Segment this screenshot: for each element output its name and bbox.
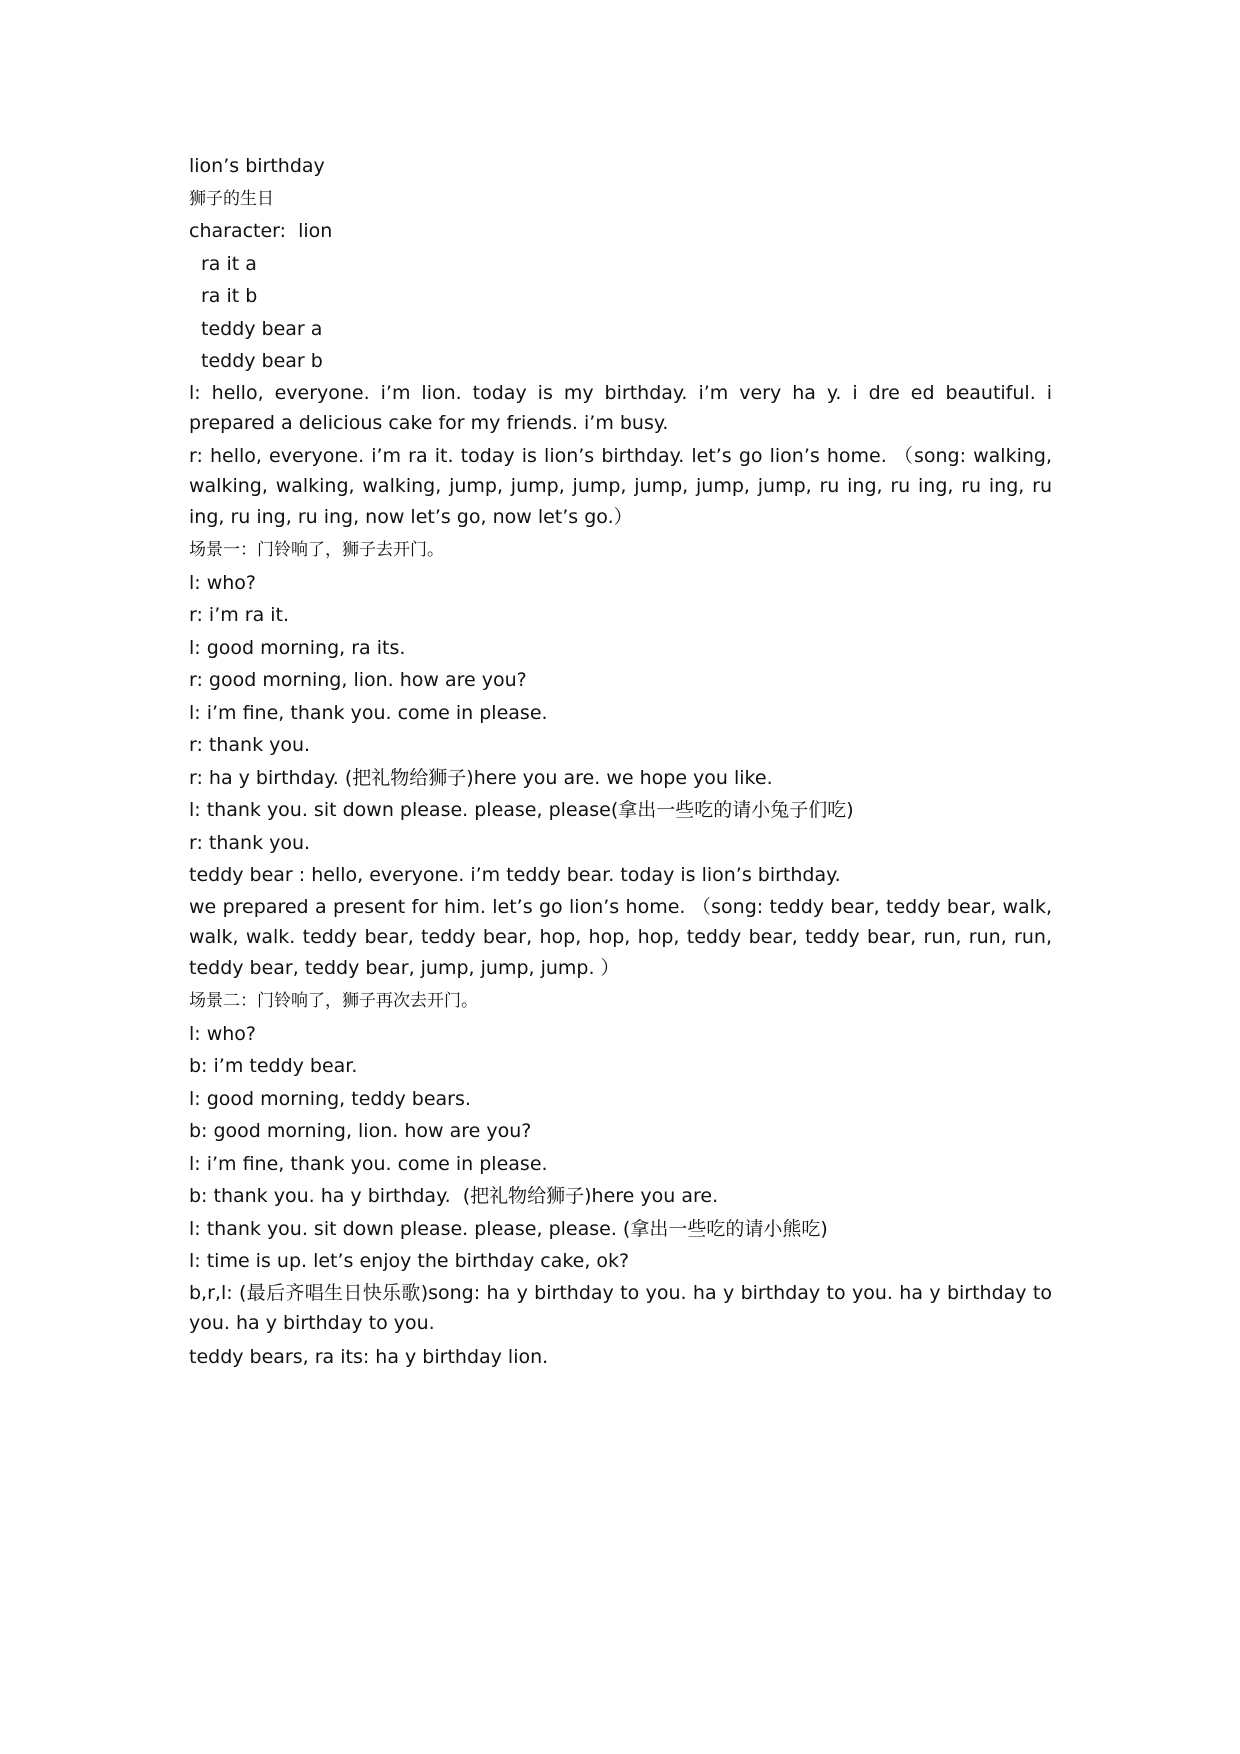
scene-heading: 场景二：门铃响了，狮子再次去开门。 [189,991,478,1011]
dialogue-line: r: i’m ra it. [189,604,290,626]
dialogue-line: l: time is up. let’s enjoy the birthday cake, ok? [189,1250,630,1272]
dialogue-line: b: good morning, lion. how are you? [189,1120,532,1142]
dialogue-line: b: thank you. ha y birthday. (把礼物给狮子)here you are. [189,1185,719,1207]
dialogue-line: teddy bears, ra its: ha y birthday lion. [189,1345,549,1368]
character-item: teddy bear a [201,317,323,340]
dialogue-line: l: good morning, ra its. [189,636,406,659]
character-item: ra it b [201,285,258,307]
dialogue-paragraph: b,r,l: (最后齐唱生日快乐歌)song: ha y birthday to you. ha y birthday to you. ha y birthday to you. ha y birthday to you. [189,1281,1052,1334]
character-item: ra it a [201,252,257,275]
dialogue-paragraph: l: hello, everyone. i’m lion. today is my birthday. i’m very ha y. i dre ed beautiful. i prepared a delicious cake for my friends. i’m busy. [189,381,1052,434]
dialogue-line: l: who? [189,1022,257,1045]
dialogue-paragraph: r: hello, everyone. i’m ra it. today is lion’s birthday. let’s go lion’s home. （song: walking, walking, walking, walking, jump, jump, jump, jump, jump, jump, ru ing, ru ing, ru ing, ru ing, ru ing, ru ing, now let’s go, now let’s go.） [189,444,1052,528]
scene-heading: 场景一：门铃响了，狮子去开门。 [189,540,444,560]
dialogue-line: b: i’m teddy bear. [189,1055,358,1077]
dialogue-line: teddy bear : hello, everyone. i’m teddy bear. today is lion’s birthday. [189,864,841,886]
dialogue-line: r: thank you. [189,831,311,854]
character-item: teddy bear b [201,350,323,372]
dialogue-line: l: i’m fine, thank you. come in please. [189,1152,548,1175]
dialogue-line: l: who? [189,571,257,594]
dialogue-line: l: thank you. sit down please. please, please. (拿出一些吃的请小熊吃) [189,1217,828,1240]
document-subtitle: 狮子的生日 [189,188,274,209]
dialogue-line: r: ha y birthday. (把礼物给狮子)here you are. we hope you like. [189,766,773,789]
document-page [189,150,1052,1373]
dialogue-line: l: thank you. sit down please. please, please(拿出一些吃的请小兔子们吃) [189,799,854,821]
dialogue-paragraph: we prepared a present for him. let’s go lion’s home. （song: teddy bear, teddy bear, walk, walk, walk. teddy bear, teddy bear, hop, hop, hop, teddy bear, teddy bear, run, run, run, teddy bear, teddy bear, jump, jump, jump. ） [189,895,1052,979]
characters-label: character: lion [189,220,333,242]
dialogue-line: l: good morning, teddy bears. [189,1087,471,1110]
dialogue-line: l: i’m fine, thank you. come in please. [189,701,548,724]
dialogue-line: r: good morning, lion. how are you? [189,669,527,691]
document-title: lion’s birthday [189,155,325,177]
dialogue-line: r: thank you. [189,734,311,756]
